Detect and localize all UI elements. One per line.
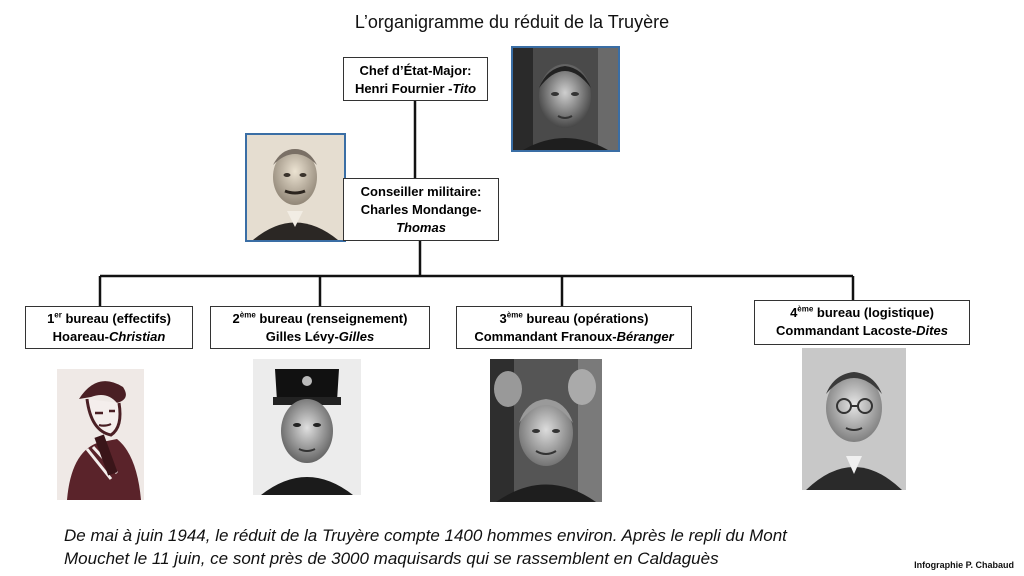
bureau-4-name: Commandant Lacoste- (776, 323, 917, 338)
chief-alias: Tito (452, 81, 477, 96)
bureau-4-photo (802, 348, 906, 490)
bureau-3-name: Commandant Franoux- (474, 329, 617, 344)
caption-text (64, 524, 864, 570)
advisor-role: Conseiller militaire: (360, 184, 482, 199)
bureau-2-box (210, 306, 430, 349)
advisor-name: Charles Mondange- (360, 202, 482, 217)
chief-photo (511, 46, 620, 152)
bureau-2-photo (253, 359, 361, 495)
bureau-1-box (25, 306, 193, 349)
bureau-2-alias: Gilles (338, 329, 375, 344)
bureau-3-alias: Béranger (616, 329, 674, 344)
chief-role: Chef d’État-Major: (359, 63, 472, 78)
advisor-alias: Thomas (396, 220, 446, 235)
bureau-2-label: bureau (renseignement) (255, 311, 408, 326)
chief-name: Henri Fournier - (354, 81, 453, 96)
caption-line-1: De mai à juin 1944, le réduit de la Truyère compte 1400 hommes environ. Après le repli du Mont (64, 526, 787, 545)
bureau-4-suffix: ème (797, 304, 814, 314)
bureau-1-alias: Christian (109, 329, 166, 344)
advisor-box (343, 178, 499, 241)
bureau-4-label: bureau (logistique) (813, 305, 934, 320)
bureau-3-photo (490, 359, 602, 502)
caption-line-2: Mouchet le 11 juin, ce sont près de 3000 maquisards qui se rassemblent en Caldaguès (64, 549, 719, 568)
bureau-4-alias: Dites (916, 323, 948, 338)
bureau-1-photo (57, 369, 144, 500)
advisor-photo (245, 133, 346, 242)
bureau-1-label: bureau (effectifs) (61, 311, 171, 326)
bureau-3-number: 3 (499, 311, 507, 326)
bureau-1-suffix: er (54, 310, 62, 320)
chief-box (343, 57, 488, 101)
bureau-1-number: 1 (47, 311, 55, 326)
bureau-3-label: bureau (opérations) (522, 311, 649, 326)
bureau-4-number: 4 (790, 305, 798, 320)
diagram-title: L’organigramme du réduit de la Truyère (354, 12, 670, 32)
bureau-1-name: Hoareau- (52, 329, 109, 344)
bureau-2-number: 2 (232, 311, 240, 326)
bureau-2-name: Gilles Lévy- (265, 329, 339, 344)
bureau-4-box (754, 300, 970, 345)
credit-text: Infographie P. Chabaud (914, 560, 1014, 570)
bureau-3-suffix: ème (506, 310, 523, 320)
bureau-3-box (456, 306, 692, 349)
bureau-2-suffix: ème (239, 310, 256, 320)
